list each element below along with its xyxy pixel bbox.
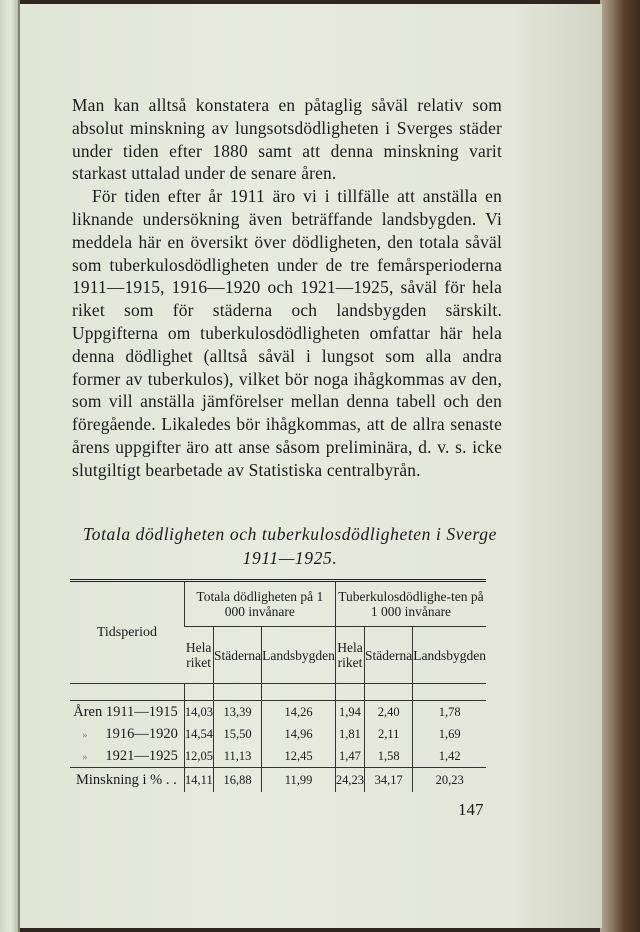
summary-label: Minskning i % . . [70, 768, 184, 793]
table-cell: 1,94 [335, 701, 364, 724]
table-cell: 15,50 [213, 723, 261, 745]
body-text [72, 94, 502, 482]
header-sub: Landsbygden [413, 627, 486, 684]
table-cell: 14,11 [184, 768, 213, 793]
table-row [70, 701, 486, 724]
summary-row [70, 768, 486, 793]
table-row [70, 723, 486, 745]
mortality-table [70, 579, 486, 792]
table-cell: 14,96 [262, 723, 336, 745]
table-caption [70, 522, 510, 570]
header-period: Tidsperiod [70, 582, 184, 684]
header-tb-mortality: Tuberkulosdödlighe-ten på 1 000 invånare [335, 582, 486, 627]
table-cell: 14,54 [184, 723, 213, 745]
header-total-mortality: Totala dödligheten på 1 000 invånare [184, 582, 335, 627]
row-label: » 1921—1925 [82, 747, 178, 764]
page-number: 147 [458, 800, 484, 819]
header-sub: Landsbygden [262, 627, 336, 684]
table-cell: 20,23 [413, 768, 486, 793]
table-cell: 1,81 [335, 723, 364, 745]
table-cell: 13,39 [213, 701, 261, 724]
table-cell: 1,47 [335, 745, 364, 768]
table-cell: 14,26 [262, 701, 336, 724]
paragraph-1: Man kan alltså konstatera en påtaglig såväl relativ som absolut minskning av lungsotsdödligheten i Sverges städer under tiden efter 1880 samt att denna minskning varit starkast uttalad under de senare åren. [72, 95, 502, 184]
paragraph-2: För tiden efter år 1911 äro vi i tillfälle att anställa en liknande undersökning även beträffande landsbygden. Vi meddela här en översikt över dödligheten, den totala såväl som tuberkulosdödligheten under de tre femårsperioderna 1911—1915, 1916—1920 och 1921—1925, såväl för hela riket som för städerna och landsbygden särskilt. Uppgifterna om tuberkulosdödligheten omfattar här hela denna dödlighet (alltså såväl i lungsot som alla andra former av tuberkulos), vilket bör noga ihågkommas av den, som vill anställa jämförelser mellan denna tabell och den föregående. Likaledes bör ihågkommas, att de allra senaste årens uppgifter äro att anse såsom preliminära, d. v. s. icke slutgiltigt bearbetade av Statistiska centralbyrån. [72, 186, 502, 480]
spacer-row [70, 684, 486, 701]
book-page [20, 4, 602, 928]
table-cell: 2,40 [365, 701, 413, 724]
table-cell: 14,03 [184, 701, 213, 724]
table-cell: 1,69 [413, 723, 486, 745]
header-sub: Städerna [365, 627, 413, 684]
caption-years: 1911—1925. [242, 548, 338, 568]
caption-title: Totala dödligheten och tuberkulosdödligheten i Sverge [83, 524, 497, 544]
header-sub: Hela riket [184, 627, 213, 684]
table-cell: 24,23 [335, 768, 364, 793]
ditto-mark: » [82, 751, 88, 763]
table-cell: 12,05 [184, 745, 213, 768]
row-label: Åren 1911—1915 [73, 703, 178, 720]
table-cell: 34,17 [365, 768, 413, 793]
table-cell: 16,88 [213, 768, 261, 793]
row-label: » 1916—1920 [82, 725, 178, 742]
header-sub: Städerna [213, 627, 261, 684]
table-cell: 2,11 [365, 723, 413, 745]
table-cell: 11,99 [262, 768, 336, 793]
table-cell: 1,78 [413, 701, 486, 724]
header-sub: Hela riket [335, 627, 364, 684]
table-cell: 12,45 [262, 745, 336, 768]
book-cover-edge [600, 0, 640, 932]
facing-page-edge [0, 0, 20, 932]
table-cell: 1,58 [365, 745, 413, 768]
table-cell: 11,13 [213, 745, 261, 768]
table-row [70, 745, 486, 768]
table-cell: 1,42 [413, 745, 486, 768]
ditto-mark: » [82, 729, 88, 741]
